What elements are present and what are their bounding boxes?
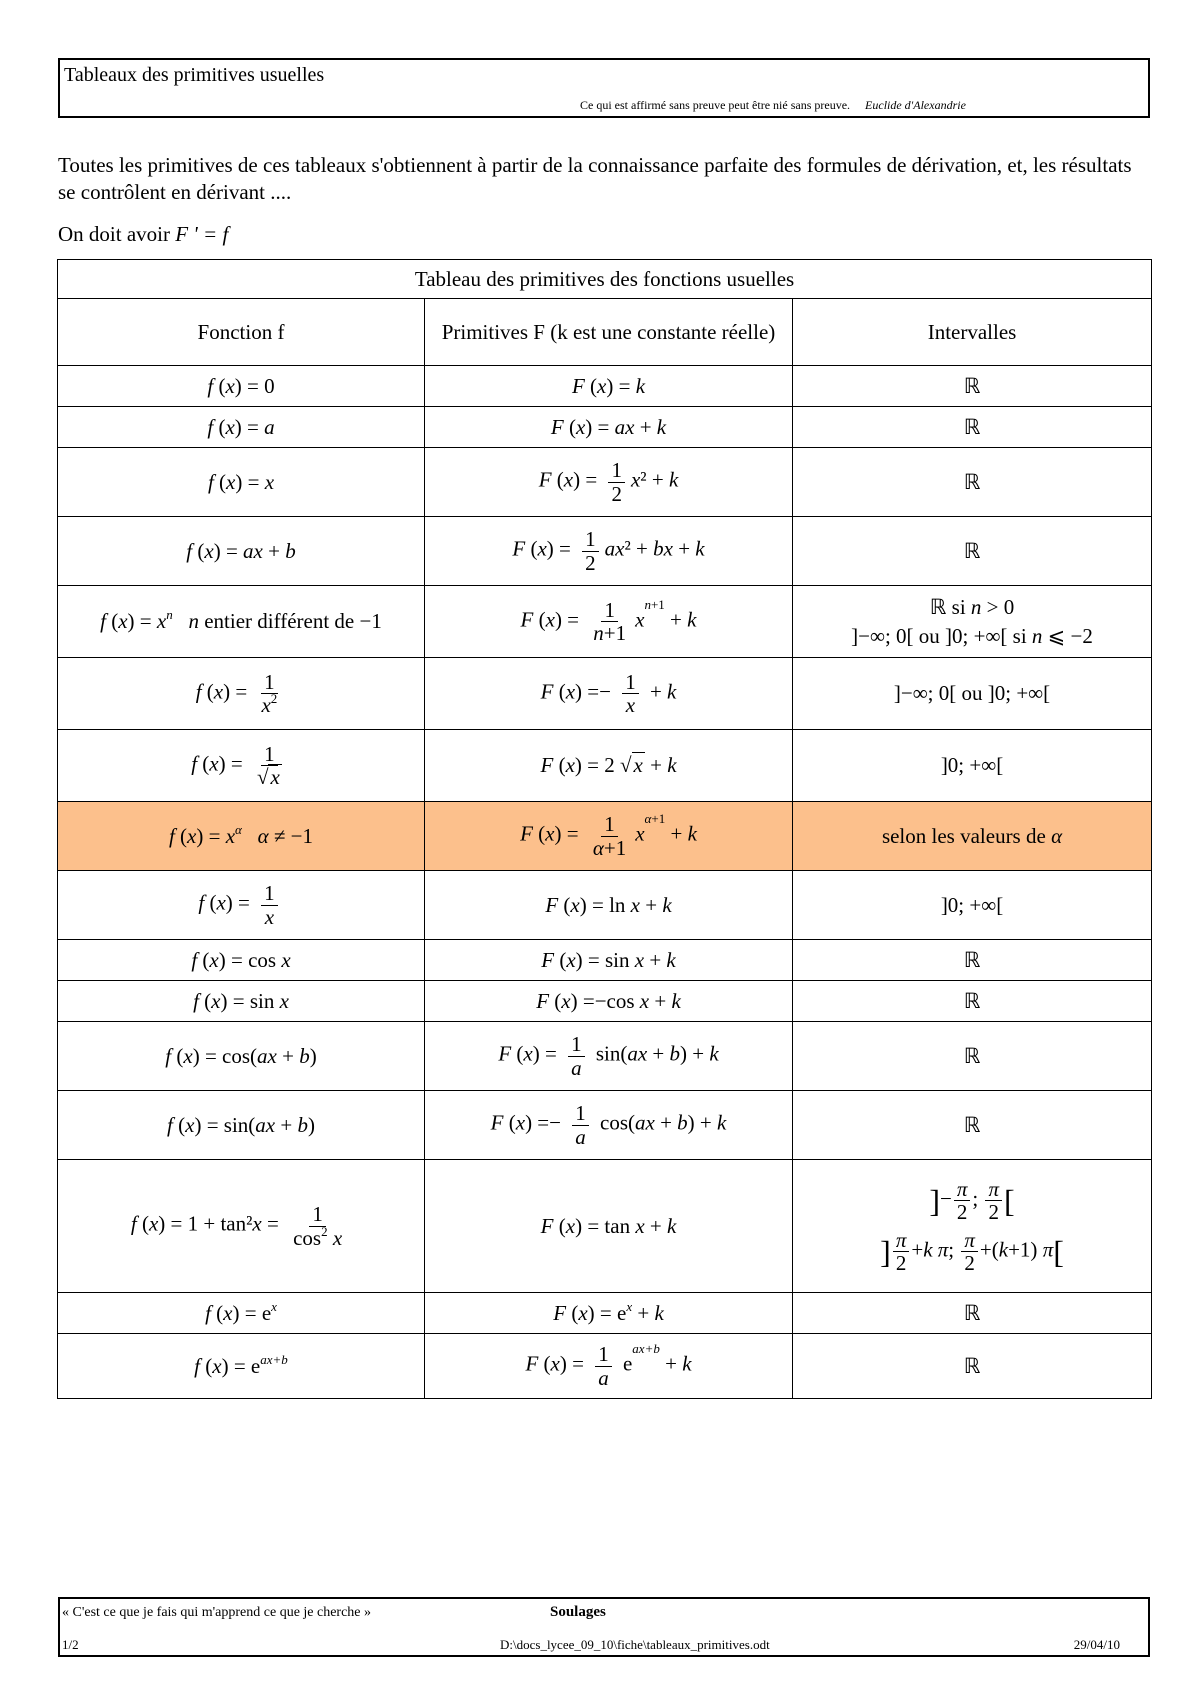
intro-paragraph: Toutes les primitives de ces tableaux s'obtiennent à partir de la connaissance parfaite des formules de dérivation, et, les résultats se contrôlent en dérivant .... [58,153,1132,204]
cell-function: f $(x) = e^{ax+b}$ [58,1334,425,1399]
cell-primitive: F (x) = $\frac{1}{2}$ x² + k [425,448,793,517]
header-box [58,58,1150,118]
cell-interval: ]−∞; 0[ ou ]0; +∞[ [793,658,1152,730]
header-epigraph [580,98,966,113]
cell-function: f (x) = 1 + tan²x = $\frac{1}{\cos^2 x}$ [58,1160,425,1293]
cell-function: f (x) = sin(ax + b) [58,1091,425,1160]
cell-function: f (x) = $\frac{1}{√x}$ [58,730,425,802]
cell-interval: ℝ [793,1091,1152,1160]
table-row [58,1022,1152,1091]
table-row [58,1334,1152,1399]
table-row [58,366,1152,407]
cell-interval: ]0; +∞[ [793,730,1152,802]
cell-interval: ℝ [793,448,1152,517]
cell-interval: ℝ [793,407,1152,448]
cell-interval: ℝ [793,517,1152,586]
footer-quote: « C'est ce que je fais qui m'apprend ce que je cherche » [62,1605,372,1620]
cell-function: f $(x) = e^x$ [58,1293,425,1334]
table-caption: Tableau des primitives des fonctions usuelles [58,260,1152,299]
cell-interval: selon les valeurs de α [793,802,1152,871]
cell-interval: ℝ [793,940,1152,981]
cell-primitive: F $(x) = e^x + k$ [425,1293,793,1334]
cell-function: f (x) = cos(ax + b) [58,1022,425,1091]
cell-interval: ℝ [793,1334,1152,1399]
intro-condition [58,222,228,247]
intro-condition-text: On doit avoir [58,222,170,246]
table-row [58,448,1152,517]
cell-interval: ℝ [793,1293,1152,1334]
cell-interval: ]− $\frac{\pi}{2}$ ; $\frac{\pi}{2}$ [ ] $\frac{\pi}{2}$ +k π; $\frac{\pi}{2}$ +(k+1) π[ [793,1160,1152,1293]
cell-primitive: F (x) =− $\frac{1}{a}$ cos(ax + b) + k [425,1091,793,1160]
table-row-highlighted [58,802,1152,871]
cell-function: f $(x) = x^n$ n entier différent de −1 [58,586,425,658]
cell-function: f (x) = cos x [58,940,425,981]
footer-author: Soulages [550,1604,606,1620]
page-number: 1/2 [62,1637,79,1652]
column-header-primitive: Primitives F (k est une constante réelle) [425,299,793,366]
cell-primitive: F (x) =− $\frac{1}{x}$ + k [425,658,793,730]
cell-function: f (x) = ax + b [58,517,425,586]
epigraph-author: Euclide d'Alexandrie [865,98,966,112]
primitives-table [57,259,1152,1399]
cell-interval: ℝ [793,1022,1152,1091]
cell-function: f (x) = 0 [58,366,425,407]
table-row [58,1160,1152,1293]
table-row [58,517,1152,586]
cell-function: f (x) = sin x [58,981,425,1022]
table-row [58,407,1152,448]
cell-interval: ℝ [793,981,1152,1022]
cell-primitive: F (x) = $\frac{1}{2}$ ax² + bx + k [425,517,793,586]
cell-primitive: F (x) =−cos x + k [425,981,793,1022]
cell-primitive: F (x) = $\frac{1}{a}$ sin(ax + b) + k [425,1022,793,1091]
table-row [58,1293,1152,1334]
cell-primitive: F (x) = $\frac{1}{\alpha+1}$ $x^{\alpha+1} + k$ [425,802,793,871]
epigraph-quote: Ce qui est affirmé sans preuve peut être nié sans preuve. [580,98,851,112]
cell-primitive: F (x) = ax + k [425,407,793,448]
cell-primitive: F (x) = $\frac{1}{a}$ $e^{ax+b} + k$ [425,1334,793,1399]
cell-function: f (x) = a [58,407,425,448]
footer-box [58,1597,1150,1657]
table-row [58,658,1152,730]
table-row [58,1091,1152,1160]
cell-interval: ]0; +∞[ [793,871,1152,940]
cell-primitive: F (x) = $\frac{1}{n+1}$ $x^{n+1} + k$ [425,586,793,658]
cell-primitive: F (x) = ln x + k [425,871,793,940]
cell-primitive: F (x) = tan x + k [425,1160,793,1293]
cell-function: f (x) = x [58,448,425,517]
intro-condition-formula: F ' = f [175,222,229,246]
cell-interval: ℝ si n > 0 ]−∞; 0[ ou ]0; +∞[ si n ⩽ −2 [793,586,1152,658]
column-header-interval: Intervalles [793,299,1152,366]
cell-function: f $(x) = x^\alpha$ α ≠ −1 [58,802,425,871]
cell-function: f (x) = $\frac{1}{x^2}$ [58,658,425,730]
table-row [58,940,1152,981]
document-title: Tableaux des primitives usuelles [64,64,325,86]
table-row [58,586,1152,658]
footer-date: 29/04/10 [1073,1637,1120,1652]
table-row [58,730,1152,802]
cell-primitive: F (x) = sin x + k [425,940,793,981]
cell-primitive: F (x) = k [425,366,793,407]
table-header-row [58,299,1152,366]
cell-primitive: F (x) = 2 √x + k [425,730,793,802]
table-caption-row [58,260,1152,299]
file-path: D:\docs_lycee_09_10\fiche\tableaux_primitives.odt [500,1637,770,1652]
table-row [58,871,1152,940]
cell-interval: ℝ [793,366,1152,407]
table-row [58,981,1152,1022]
cell-function: f (x) = $\frac{1}{x}$ [58,871,425,940]
column-header-function: Fonction f [58,299,425,366]
